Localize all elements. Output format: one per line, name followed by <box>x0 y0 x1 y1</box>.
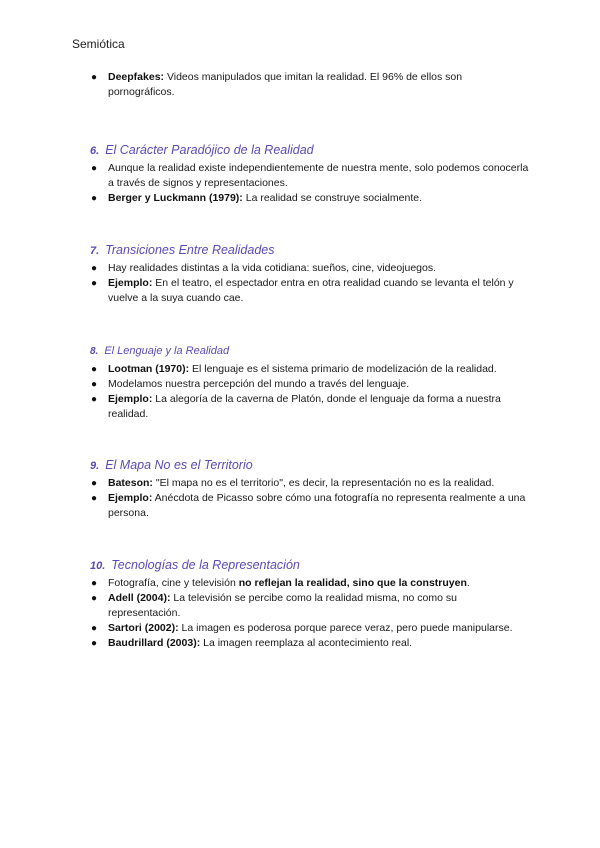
bullet-dot-icon: ● <box>91 623 98 634</box>
section-list <box>90 362 530 422</box>
list-item <box>90 591 530 621</box>
item-text: Aunque la realidad existe independientemente de nuestra mente, solo podemos conocerla a través de signos y representaciones. <box>108 162 529 189</box>
item-text: La imagen reemplaza al acontecimiento real. <box>200 637 413 649</box>
item-bold: Ejemplo: <box>108 492 153 504</box>
section-heading <box>90 457 530 474</box>
item-text: La imagen es poderosa porque parece veraz, pero puede manipularse. <box>178 622 513 634</box>
item-text: Fotografía, cine y televisión <box>108 577 239 589</box>
list-item <box>90 261 530 276</box>
section-heading <box>90 343 530 360</box>
list-item <box>90 621 530 636</box>
section-list <box>90 476 530 521</box>
section-list <box>90 161 530 206</box>
bullet-dot-icon: ● <box>91 163 98 174</box>
item-text: Anécdota de Picasso sobre cómo una fotografía no representa realmente a una persona. <box>108 492 526 519</box>
item-text: La televisión se percibe como la realidad misma, no como su representación. <box>108 592 457 619</box>
item-text: La realidad se construye socialmente. <box>242 192 422 204</box>
section-6 <box>90 142 530 206</box>
bullet-dot-icon: ● <box>91 72 98 83</box>
top-bullet-list <box>90 70 530 100</box>
page-header-title: Semiótica <box>72 37 125 51</box>
section-number: 8. <box>90 346 99 357</box>
list-item <box>90 476 530 491</box>
item-bold: Ejemplo: <box>108 277 153 289</box>
section-heading <box>90 557 530 574</box>
section-10 <box>90 557 530 651</box>
bullet-dot-icon: ● <box>91 379 98 390</box>
item-bold: Deepfakes: <box>108 71 165 83</box>
list-item <box>90 191 530 206</box>
item-bold: Baudrillard (2003): <box>108 637 201 649</box>
item-bold: Bateson: <box>108 477 153 489</box>
list-item <box>90 636 530 651</box>
item-text: Videos manipulados que imitan la realidad. El 96% de ellos son pornográficos. <box>108 71 463 98</box>
section-number: 10. <box>90 560 106 572</box>
section-heading <box>90 142 530 159</box>
bullet-dot-icon: ● <box>91 638 98 649</box>
item-text: En el teatro, el espectador entra en otra realidad cuando se levanta el telón y vuelve a la suya cuando cae. <box>108 277 514 304</box>
list-item <box>90 362 530 377</box>
item-tail: . <box>466 577 470 589</box>
section-number: 9. <box>90 460 100 472</box>
list-item <box>90 377 530 392</box>
bullet-dot-icon: ● <box>91 478 98 489</box>
item-text: Modelamos nuestra percepción del mundo a través del lenguaje. <box>108 378 410 390</box>
section-list <box>90 261 530 306</box>
section-8 <box>90 343 530 422</box>
list-item <box>90 392 530 422</box>
bullet-dot-icon: ● <box>91 394 98 405</box>
item-bold: Ejemplo: <box>108 393 153 405</box>
section-title: El Carácter Paradójico de la Realidad <box>105 143 314 157</box>
item-bold-after: no reflejan la realidad, sino que la construyen <box>238 577 467 589</box>
section-title: Tecnologías de la Representación <box>111 558 300 572</box>
section-list <box>90 576 530 651</box>
item-text: "El mapa no es el territorio", es decir, la representación no es la realidad. <box>152 477 495 489</box>
item-bold: Sartori (2002): <box>108 622 179 634</box>
bullet-dot-icon: ● <box>91 364 98 375</box>
item-text: Hay realidades distintas a la vida cotidiana: sueños, cine, videojuegos. <box>108 262 437 274</box>
section-7 <box>90 242 530 306</box>
section-9 <box>90 457 530 521</box>
list-item <box>90 161 530 191</box>
list-item <box>90 276 530 306</box>
bullet-dot-icon: ● <box>91 493 98 504</box>
list-item <box>90 70 530 100</box>
item-bold: Adell (2004): <box>108 592 171 604</box>
bullet-dot-icon: ● <box>91 278 98 289</box>
section-title: Transiciones Entre Realidades <box>105 243 275 257</box>
section-title: El Mapa No es el Territorio <box>105 458 253 472</box>
item-text: El lenguaje es el sistema primario de modelización de la realidad. <box>189 363 497 375</box>
list-item <box>90 491 530 521</box>
section-heading <box>90 242 530 259</box>
bullet-dot-icon: ● <box>91 593 98 604</box>
item-bold: Lootman (1970): <box>108 363 190 375</box>
top-bullet-block <box>90 70 530 100</box>
bullet-dot-icon: ● <box>91 193 98 204</box>
list-item <box>90 576 530 591</box>
item-text: La alegoría de la caverna de Platón, donde el lenguaje da forma a nuestra realidad. <box>108 393 501 420</box>
bullet-dot-icon: ● <box>91 263 98 274</box>
bullet-dot-icon: ● <box>91 578 98 589</box>
item-bold: Berger y Luckmann (1979): <box>108 192 243 204</box>
section-number: 7. <box>90 245 100 257</box>
section-title: El Lenguaje y la Realidad <box>104 345 230 357</box>
section-number: 6. <box>90 145 100 157</box>
